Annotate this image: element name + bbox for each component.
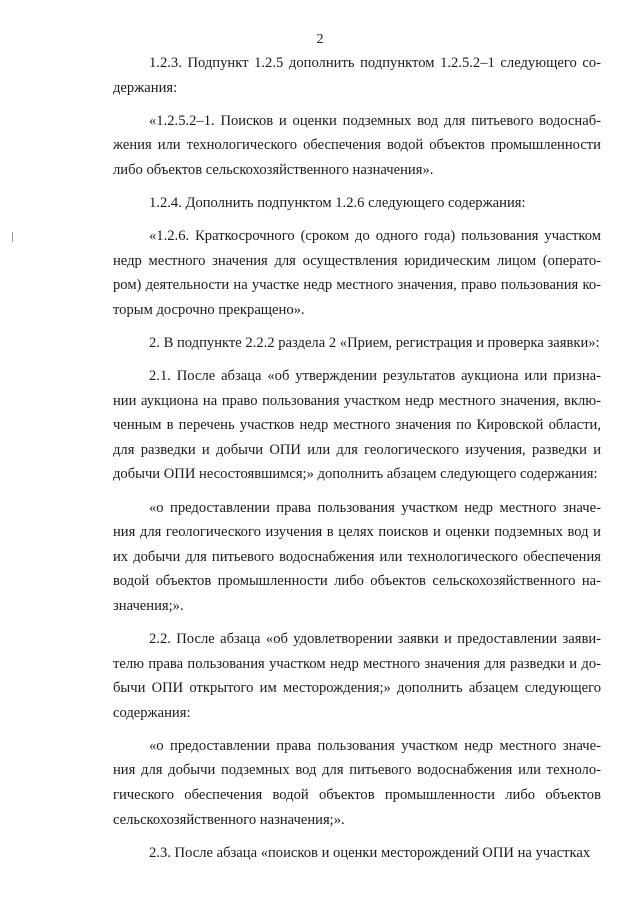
paragraph-gap — [113, 618, 601, 627]
paragraph — [113, 224, 601, 322]
paragraph — [113, 109, 601, 183]
paragraph-gap — [113, 487, 601, 496]
page-number: 2 — [316, 32, 324, 47]
paragraph-gap — [113, 725, 601, 734]
text-line: 1.2.3. Подпункт 1.2.5 дополнить подпунктом 1.2.5.2–1 следующего со- — [149, 55, 601, 71]
paragraph — [113, 841, 601, 866]
text-line: 2. В подпункте 2.2.2 раздела 2 «Прием, регистрация и проверка заявки»: — [149, 334, 600, 351]
paragraph — [113, 364, 601, 487]
text-line: гического обеспечения водой объектов промышленности либо объектов — [113, 787, 601, 804]
text-line: нии аукциона на право пользования участком недр местного значения, вклю- — [113, 392, 601, 409]
text-line: бычи ОПИ открытого им месторождения;» дополнить абзацем следующего — [113, 680, 601, 697]
text-line: 2.1. После абзаца «об утверждении результатов аукциона или призна- — [149, 368, 601, 385]
text-line: держания: — [113, 79, 178, 96]
document-body — [113, 51, 601, 865]
text-line: их добычи для питьевого водоснабжения или технологического обеспечения — [113, 548, 601, 565]
paragraph — [113, 627, 601, 725]
paragraph-gap — [113, 356, 601, 365]
text-line: 1.2.4. Дополнить подпунктом 1.2.6 следующего содержания: — [149, 194, 526, 211]
text-line: торым досрочно прекращено». — [113, 301, 305, 318]
margin-mark — [12, 232, 13, 242]
paragraph-gap — [113, 832, 601, 841]
text-line: водой объектов промышленности либо объектов сельскохозяйственного на- — [113, 573, 601, 590]
text-line: ром) деятельности на участке недр местного значения, право пользования ко- — [113, 277, 601, 294]
paragraph-gap — [113, 322, 601, 331]
paragraph — [113, 51, 601, 100]
text-line: ния для добычи подземных вод для питьевого водоснабжения или техноло- — [113, 762, 601, 779]
paragraph — [113, 734, 601, 832]
text-line: «о предоставлении права пользования участком недр местного значе- — [149, 737, 601, 754]
text-line: телю права пользования участком недр местного значения для разведки и до- — [113, 655, 601, 672]
paragraph — [113, 496, 601, 619]
paragraph — [113, 191, 601, 216]
text-line: сельскохозяйственного назначения;». — [113, 811, 345, 828]
text-line: ченным в перечень участков недр местного значения по Кировской области, — [113, 417, 601, 434]
paragraph — [113, 331, 601, 356]
text-line: недр местного значения для осуществления юридическим лицом (операто- — [113, 252, 601, 269]
text-line: 2.2. После абзаца «об удовлетворении заявки и предоставлении заяви- — [149, 630, 601, 647]
paragraph-gap — [113, 216, 601, 225]
text-line: «1.2.5.2–1. Поисков и оценки подземных вод для питьевого водоснаб- — [149, 112, 601, 129]
text-line: либо объектов сельскохозяйственного назначения». — [113, 161, 434, 178]
text-line: значения;». — [113, 597, 184, 614]
text-line: для разведки и добычи ОПИ или для геологического изучения, разведки и — [113, 441, 601, 458]
text-line: «1.2.6. Краткосрочного (сроком до одного года) пользования участком — [149, 228, 601, 245]
text-line: добычи ОПИ несостоявшимся;» дополнить абзацем следующего содержания: — [113, 466, 598, 483]
text-line: содержания: — [113, 704, 191, 721]
paragraph-gap — [113, 100, 601, 109]
text-line: жения или технологического обеспечения водой объектов промышленности — [113, 137, 601, 154]
text-line: ния для геологического изучения в целях поисков и оценки подземных вод и — [113, 524, 601, 541]
paragraph-gap — [113, 182, 601, 191]
text-line: «о предоставлении права пользования участком недр местного значе- — [149, 499, 601, 516]
text-line: 2.3. После абзаца «поисков и оценки месторождений ОПИ на участках — [149, 844, 591, 861]
